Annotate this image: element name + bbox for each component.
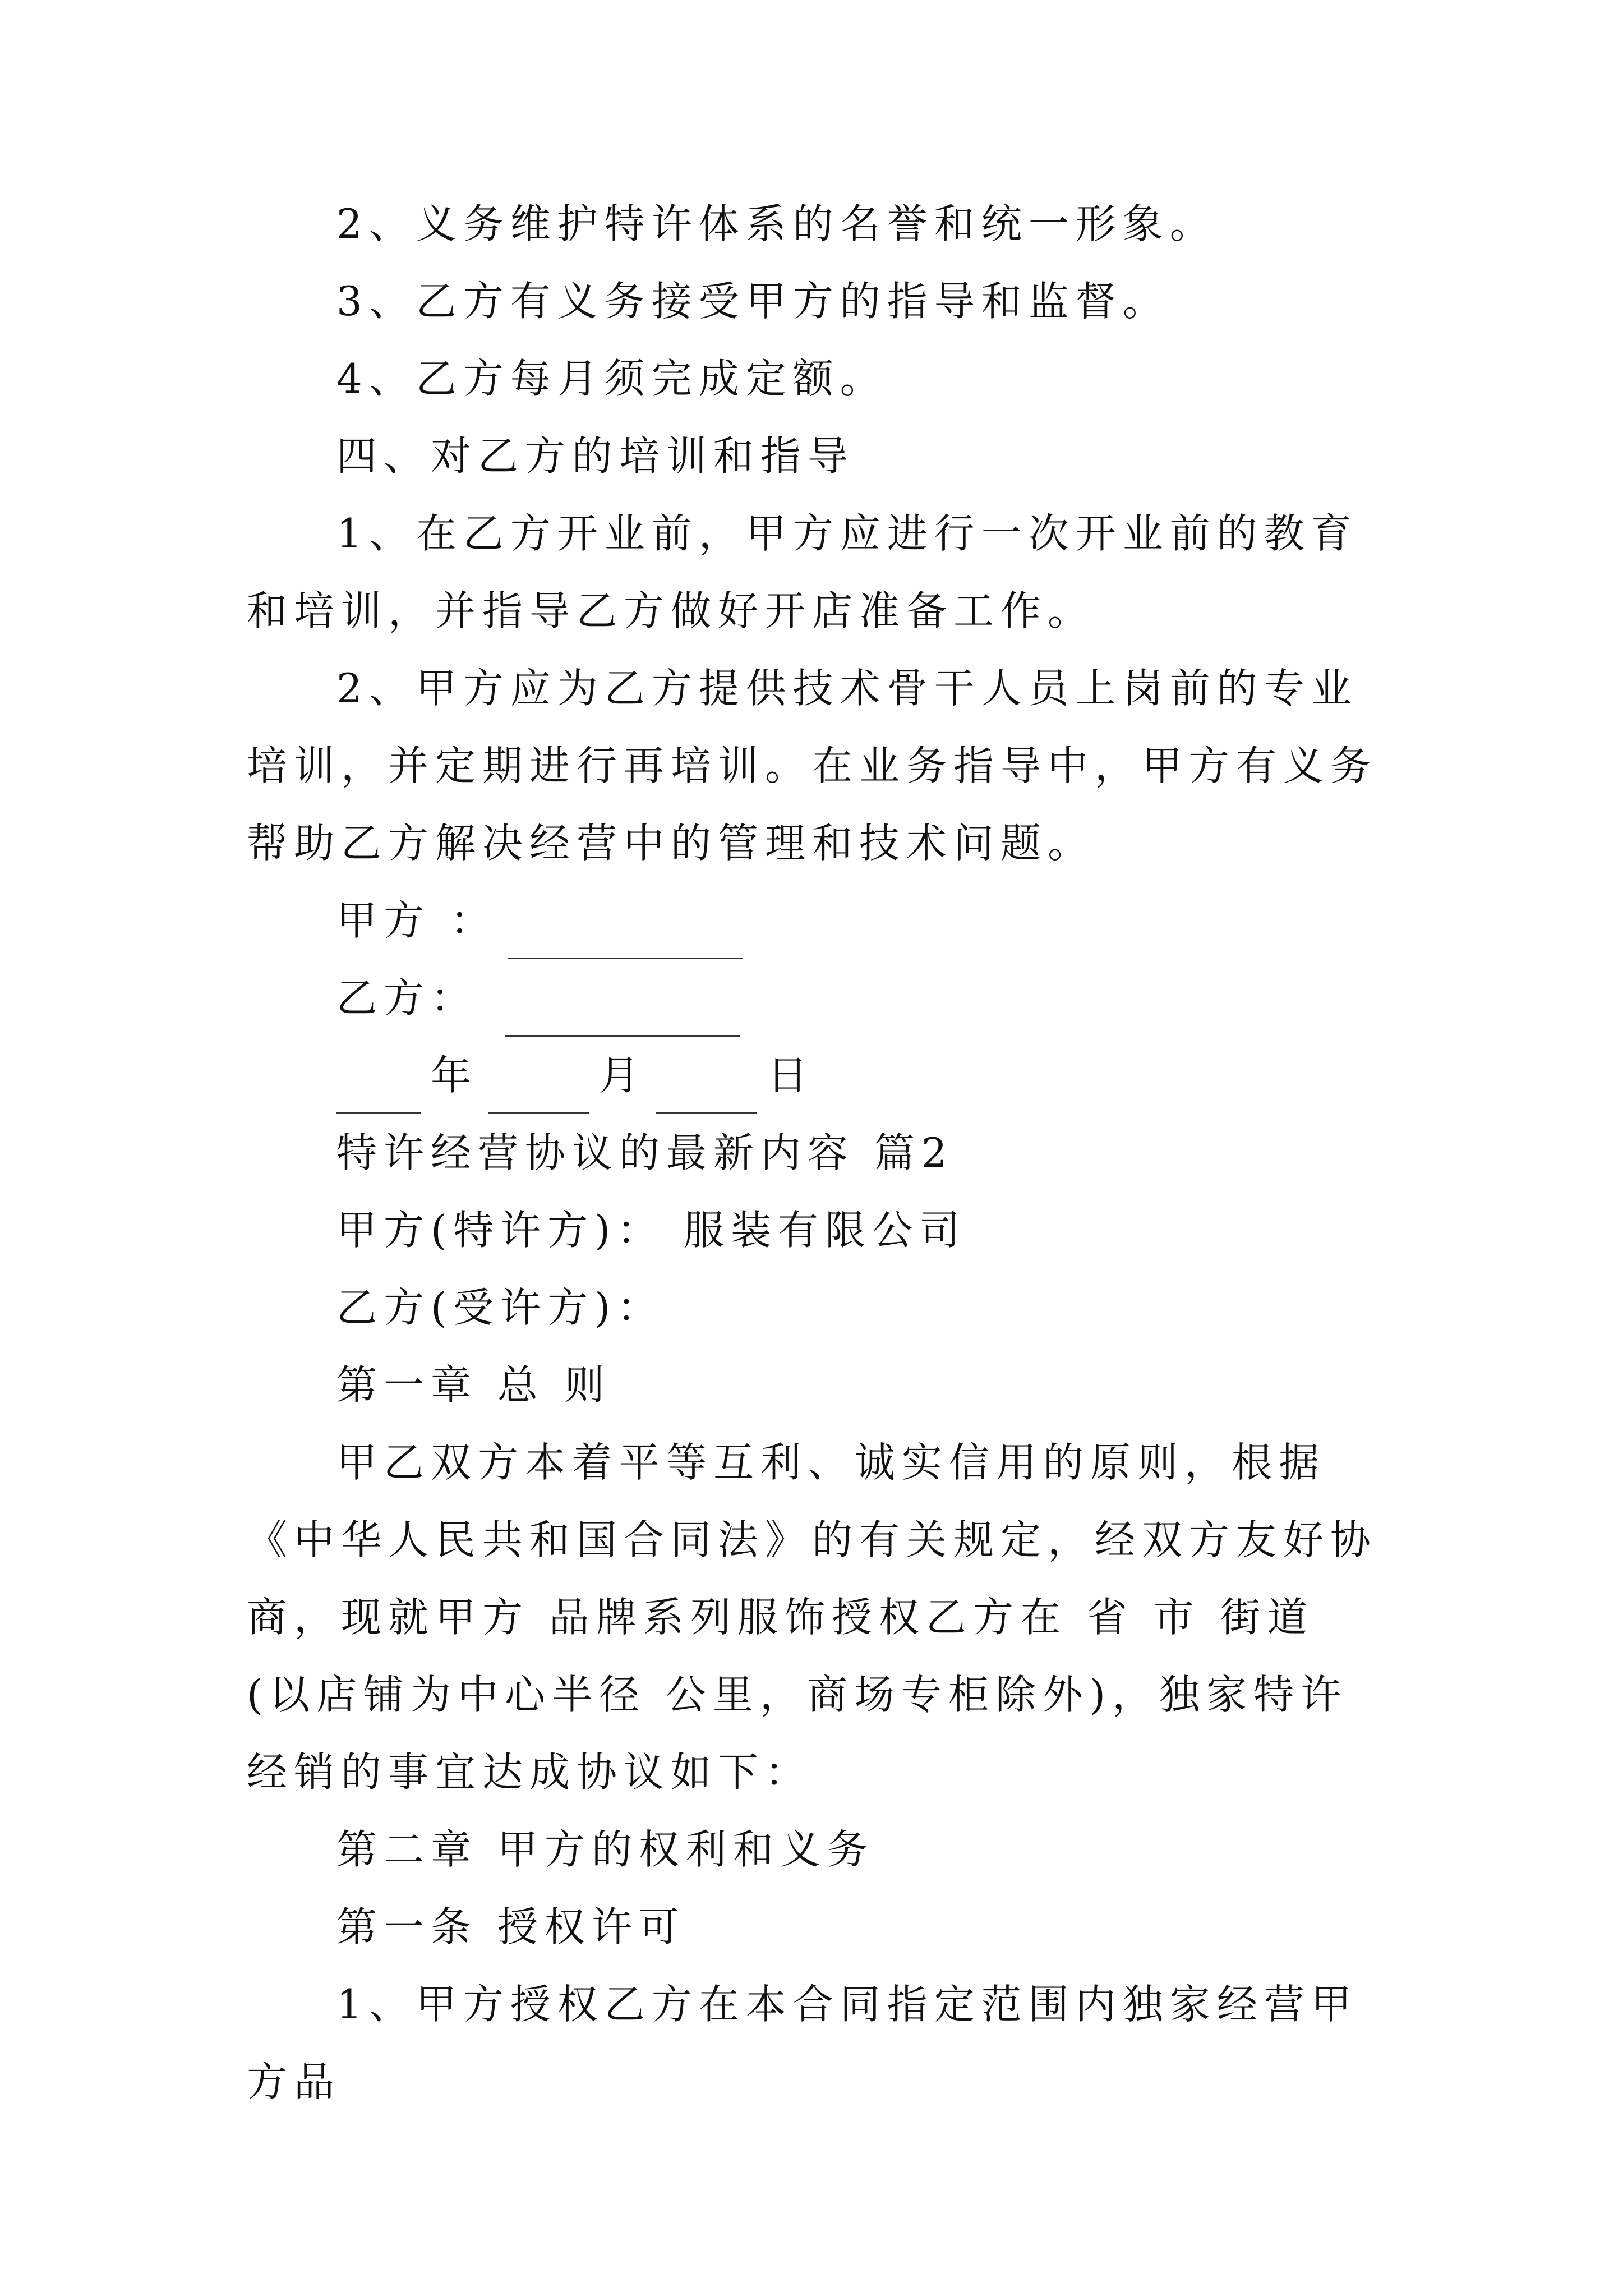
- paragraph: 1、在乙方开业前，甲方应进行一次开业前的教育和培训，并指导乙方做好开店准备工作。: [247, 510, 1358, 634]
- party-a-label: 甲方 ：: [336, 897, 497, 944]
- year-label: 年: [431, 1052, 478, 1099]
- chapter-heading: 第一章 总 则: [336, 1361, 611, 1409]
- party-b-blank: [505, 993, 740, 1037]
- paragraph: 4、乙方每月须完成定额。: [336, 355, 887, 402]
- party-b-label: 乙方：: [336, 974, 478, 1022]
- month-blank: [488, 1071, 589, 1114]
- paragraph: 乙方(受许方)：: [336, 1284, 665, 1331]
- section-heading: 四、对乙方的培训和指导: [336, 432, 855, 480]
- party-a-signature-line: [247, 882, 1380, 959]
- party-b-signature-line: [247, 959, 1380, 1037]
- date-line: [247, 1037, 1380, 1114]
- day-label: 日: [767, 1052, 815, 1099]
- month-label: 月: [599, 1052, 647, 1099]
- paragraph: 甲乙双方本着平等互利、诚实信用的原则，根据《中华人民共和国合同法》的有关规定，经双方友好协商，现就甲方 品牌系列服饰授权乙方在 省 市 街道(以店铺为中心半径 公里，商场专柜除外)，独家特许经销的事宜达成协议如下：: [247, 1439, 1378, 1796]
- chapter-heading: 第二章 甲方的权利和义务: [336, 1826, 874, 1873]
- article-title: 特许经营协议的最新内容 篇2: [336, 1129, 954, 1176]
- paragraph: 2、义务维护特许体系的名誉和统一形象。: [336, 200, 1217, 247]
- year-blank: [336, 1071, 421, 1114]
- paragraph: 2、甲方应为乙方提供技术骨干人员上岗前的专业培训，并定期进行再培训。在业务指导中，甲方有义务帮助乙方解决经营中的管理和技术问题。: [247, 665, 1378, 867]
- clause-heading: 第一条 授权许可: [336, 1903, 686, 1950]
- day-blank: [656, 1071, 757, 1114]
- paragraph: 1、甲方授权乙方在本合同指定范围内独家经营甲方品: [247, 1981, 1358, 2105]
- paragraph: 甲方(特许方)： 服装有限公司: [336, 1207, 967, 1254]
- paragraph: 3、乙方有义务接受甲方的指导和监督。: [336, 278, 1170, 325]
- document-body: [247, 185, 1380, 2120]
- party-a-blank: [508, 916, 743, 959]
